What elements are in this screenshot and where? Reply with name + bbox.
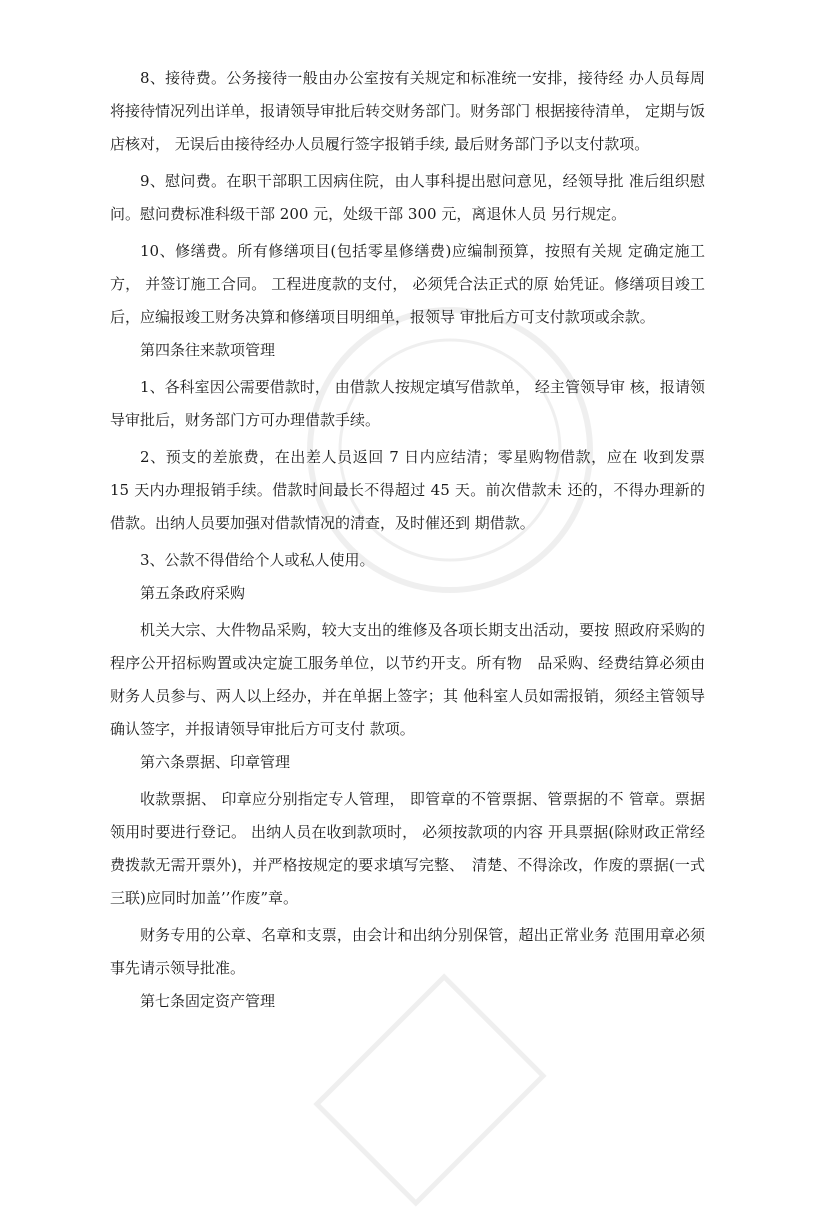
paragraph-repair-fee: 10、修缮费。所有修缮项目(包括零星修缮费)应编制预算，按照有关规 定确定施工方， 并签订施工合同。 工程进度款的支付， 必须凭合法正式的原 始凭证。修缮项目竣工后，应编报竣工财务决算和修缮项目明细单，报领导 审批后方可支付款项或余款。 [110, 242, 705, 326]
paragraph-condolence-fee: 9、慰问费。在职干部职工因病住院，由人事科提出慰问意见，经领导批 准后组织慰问。慰问费标准科级干部 200 元，处级干部 300 元，离退休人员 另行规定。 [110, 172, 705, 223]
paragraph-travel-advance: 2、预支的差旅费，在出差人员返回 7 日内应结清；零星购物借款，应在 收到发票 15 天内办理报销手续。借款时间最长不得超过 45 天。前次借款未 还的，不得办理新的借款。出纳人员要加强对借款情况的清查，及时催还到 期借款。 [110, 448, 705, 532]
paragraph-loan-request: 1、各科室因公需要借款时， 由借款人按规定填写借款单， 经主管领导审 核，报请领导审批后，财务部门方可办理借款手续。 [110, 378, 705, 429]
paragraph-procurement: 机关大宗、大件物品采购，较大支出的维修及各项长期支出活动，要按 照政府采购的程序公开招标购置或决定旋工服务单位，以节约开支。所有物 品采购、经费结算必须由财务人员参与、两人以上经办，并在单据上签字；其 他科室人员如需报销，须经主管领导确认签字，并报请领导审批后方可支付 款项。 [110, 621, 705, 738]
section-heading-article-5: 第五条政府采购 [140, 584, 246, 602]
paragraph-public-funds: 3、公款不得借给个人或私人使用。 [140, 551, 375, 569]
paragraph-financial-seals: 财务专用的公章、名章和支票，由会计和出纳分别保管，超出正常业务 范围用章必须事先请示领导批准。 [110, 926, 705, 977]
section-heading-article-7: 第七条固定资产管理 [140, 992, 276, 1010]
section-heading-article-6: 第六条票据、印章管理 [140, 753, 291, 771]
section-heading-article-4: 第四条往来款项管理 [140, 341, 276, 359]
paragraph-reception-fee: 8、接待费。公务接待一般由办公室按有关规定和标准统一安排，接待经 办人员每周将接待情况列出详单，报请领导审批后转交财务部门。财务部门 根据接待清单， 定期与饭店核对， 无误后由接待经办人员履行签字报销手续, 最后财务部门予以支付款项。 [110, 69, 705, 153]
paragraph-receipts-seals: 收款票据、 印章应分别指定专人管理， 即管章的不管票据、管票据的不 管章。票据领用时要进行登记。 出纳人员在收到款项时， 必须按款项的内容 开具票据(除财政正常经费拨款无需开票外)，并严格按规定的要求填写完整、 清楚、不得涂改，作废的票据(一式三联)应同时加盖’’作废”章。 [110, 790, 705, 907]
document-body [110, 62, 705, 1018]
